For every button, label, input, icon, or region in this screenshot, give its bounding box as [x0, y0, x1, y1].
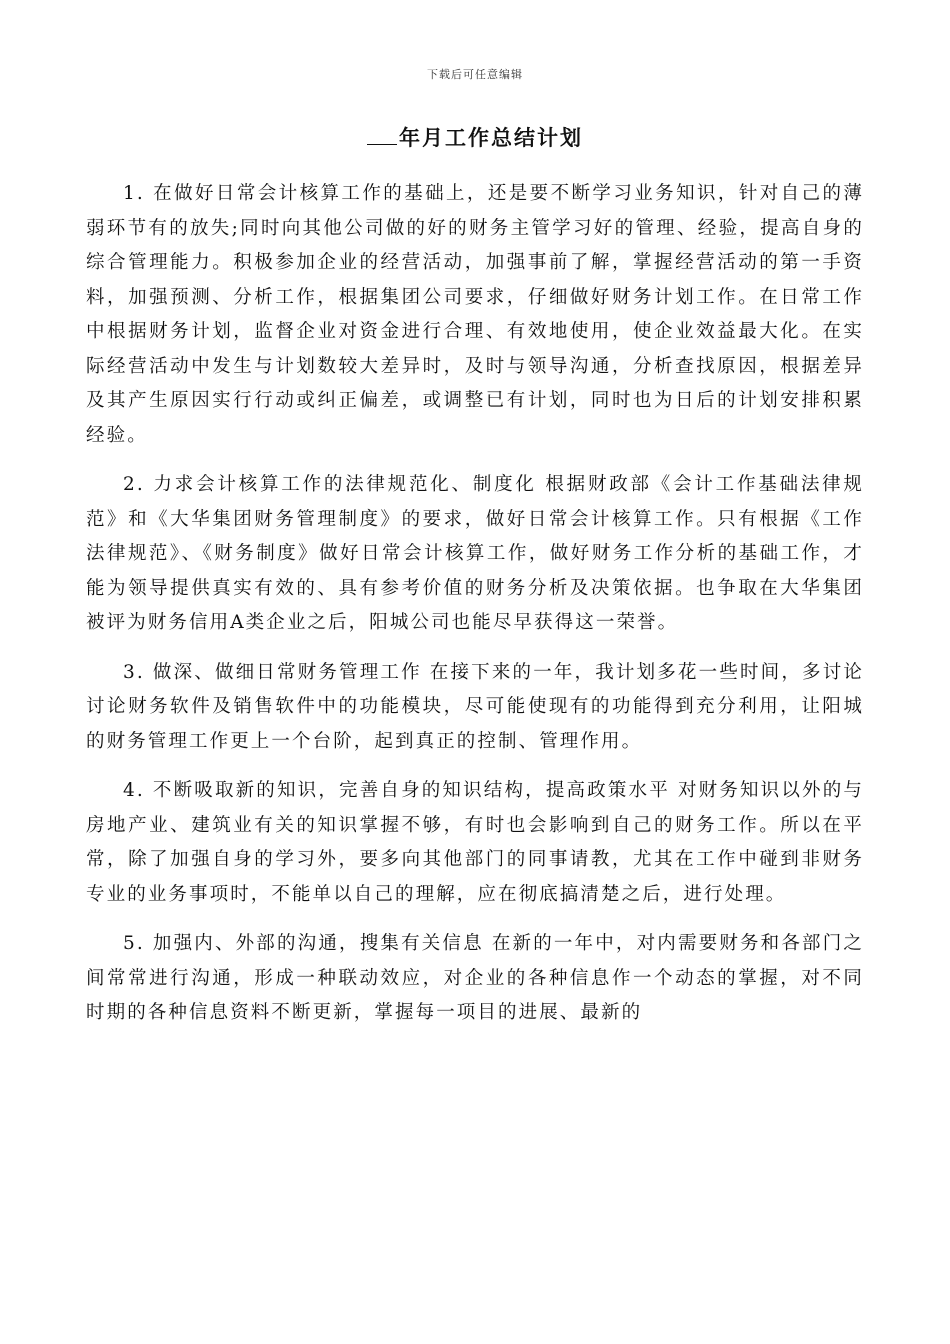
paragraph-2: 2. 力求会计核算工作的法律规范化、制度化 根据财政部《会计工作基础法律规范》和《大华集团财务管理制度》的要求，做好日常会计核算工作。只有根据《工作法律规范》、《财务制度》做好日常会计核算工作，做好财务工作分析的基础工作，才能为领导提供真实有效的、具有参考价值的财务分析及决策依据。也争取在大华集团被评为财务信用A类企业之后，阳城公司也能尽早获得这一荣誉。 [86, 474, 864, 633]
paragraph-4: 4. 不断吸取新的知识，完善自身的知识结构，提高政策水平 对财务知识以外的与房地产业、建筑业有关的知识掌握不够，有时也会影响到自己的财务工作。所以在平常，除了加强自身的学习外，要多向其他部门的同事请教，尤其在工作中碰到非财务专业的业务事项时，不能单以自己的理解，应在彻底搞清楚之后，进行处理。 [86, 780, 864, 905]
title-text: 年月工作总结计划 [399, 125, 583, 150]
title-blank-underline [367, 143, 397, 145]
paragraph-5: 5. 加强内、外部的沟通，搜集有关信息 在新的一年中，对内需要财务和各部门之间常常进行沟通，形成一种联动效应，对企业的各种信息作一个动态的掌握，对不同时期的各种信息资料不断更新，掌握每一项目的进展、最新的 [86, 933, 864, 1023]
paragraph-3: 3. 做深、做细日常财务管理工作 在接下来的一年，我计划多花一些时间，多讨论讨论财务软件及销售软件中的功能模块，尽可能使现有的功能得到充分利用，让阳城的财务管理工作更上一个台阶，起到真正的控制、管理作用。 [86, 661, 864, 752]
document-title [0, 122, 950, 152]
header-note: 下载后可任意编辑 [427, 68, 523, 81]
document-body [86, 177, 864, 1046]
paragraph-1: 1. 在做好日常会计核算工作的基础上，还是要不断学习业务知识，针对自己的薄弱环节有的放失;同时向其他公司做的好的财务主管学习好的管理、经验，提高自身的综合管理能力。积极参加企业的经营活动，加强事前了解，掌握经营活动的第一手资料，加强预测、分析工作，根据集团公司要求，仔细做好财务计划工作。在日常工作中根据财务计划，监督企业对资金进行合理、有效地使用，使企业效益最大化。在实际经营活动中发生与计划数较大差异时，及时与领导沟通，分析查找原因，根据差异及其产生原因实行行动或纠正偏差，或调整已有计划，同时也为日后的计划安排积累经验。 [86, 183, 864, 446]
